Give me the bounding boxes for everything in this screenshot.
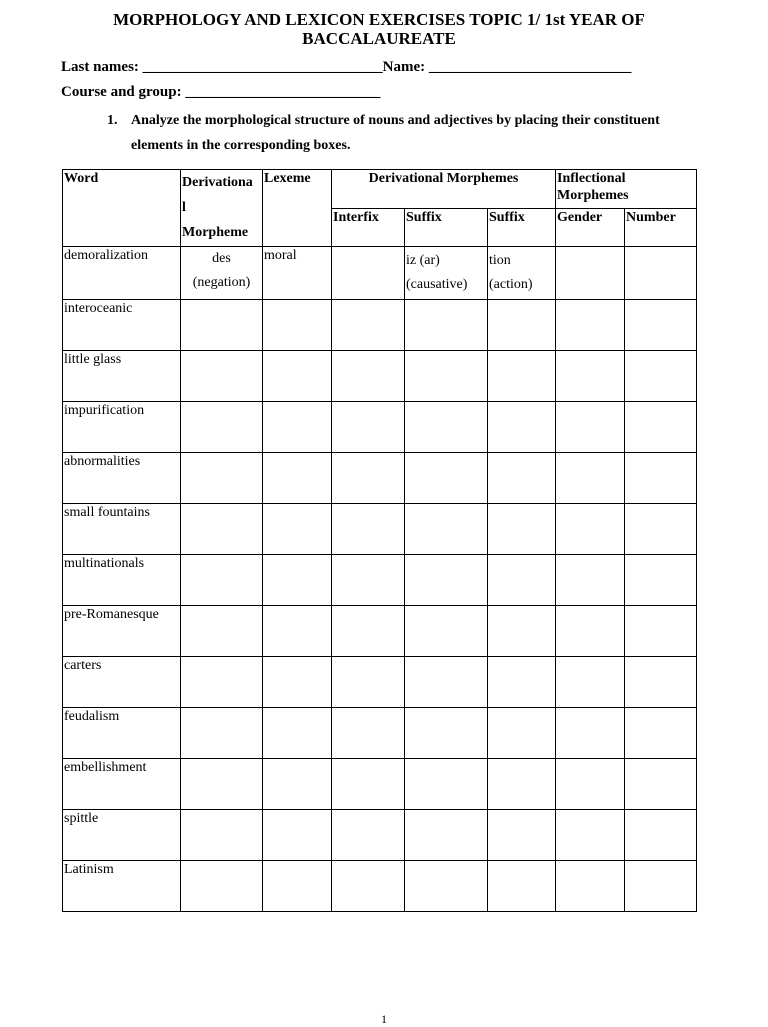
word-cell: little glass [63,351,181,402]
gender-answer-cell[interactable] [556,708,625,759]
gender-answer-cell[interactable] [556,810,625,861]
header-gender: Gender [556,209,625,247]
table-row [63,759,697,810]
lexeme-answer-cell[interactable] [263,810,332,861]
interfix-answer-cell[interactable] [332,810,405,861]
suffix-1-answer-cell[interactable] [405,708,488,759]
word-cell: abnormalities [63,453,181,504]
example-suffix-1-cell [405,247,488,300]
derivational-morpheme-answer-cell[interactable] [181,300,263,351]
instruction [107,108,667,158]
example-lexeme: moral [263,247,332,300]
number-answer-cell[interactable] [625,861,697,912]
suffix-1-answer-cell[interactable] [405,759,488,810]
example-number[interactable] [625,247,697,300]
derivational-morpheme-answer-cell[interactable] [181,351,263,402]
header-derivational-morpheme-c: Morpheme [182,225,249,240]
lexeme-answer-cell[interactable] [263,504,332,555]
example-gender[interactable] [556,247,625,300]
last-names-field[interactable]: Last names: ________________________________ [61,59,383,75]
example-row [63,247,697,300]
suffix-2-answer-cell[interactable] [488,708,556,759]
number-answer-cell[interactable] [625,351,697,402]
suffix-2-answer-cell[interactable] [488,657,556,708]
suffix-2-answer-cell[interactable] [488,606,556,657]
suffix-2-answer-cell[interactable] [488,555,556,606]
gender-answer-cell[interactable] [556,759,625,810]
example-suffix-2-cell [488,247,556,300]
suffix-2-answer-cell[interactable] [488,861,556,912]
word-cell: impurification [63,402,181,453]
word-cell: multinationals [63,555,181,606]
gender-answer-cell[interactable] [556,300,625,351]
header-derivational-morpheme-b: l [182,200,186,215]
suffix-1-answer-cell[interactable] [405,606,488,657]
derivational-morpheme-answer-cell[interactable] [181,453,263,504]
suffix-2-answer-cell[interactable] [488,759,556,810]
interfix-answer-cell[interactable] [332,708,405,759]
header-derivational-morphemes: Derivational Morphemes [332,170,556,209]
table-row [63,453,697,504]
number-answer-cell[interactable] [625,708,697,759]
lexeme-answer-cell[interactable] [263,657,332,708]
number-answer-cell[interactable] [625,504,697,555]
interfix-answer-cell[interactable] [332,300,405,351]
derivational-morpheme-answer-cell[interactable] [181,504,263,555]
suffix-1-answer-cell[interactable] [405,504,488,555]
gender-answer-cell[interactable] [556,861,625,912]
word-cell: interoceanic [63,300,181,351]
example-prefix-cell [181,247,263,300]
suffix-1-answer-cell[interactable] [405,555,488,606]
header-inflectional-morphemes: Inflectional Morphemes [556,170,697,209]
lexeme-answer-cell[interactable] [263,300,332,351]
number-answer-cell[interactable] [625,759,697,810]
title-line-1: MORPHOLOGY AND LEXICON EXERCISES TOPIC 1/ 1st YEAR OF [113,10,645,29]
word-cell: Latinism [63,861,181,912]
table-row [63,861,697,912]
instruction-number: 1. [107,113,118,128]
table-row [63,300,697,351]
interfix-answer-cell[interactable] [332,402,405,453]
lexeme-answer-cell[interactable] [263,351,332,402]
table-row [63,708,697,759]
derivational-morpheme-answer-cell[interactable] [181,402,263,453]
number-answer-cell[interactable] [625,657,697,708]
table-row [63,351,697,402]
table-row [63,810,697,861]
course-group-field[interactable]: Course and group: __________________________ [61,84,381,100]
word-cell: embellishment [63,759,181,810]
table-row [63,606,697,657]
header-suffix-2: Suffix [488,209,556,247]
lexeme-answer-cell[interactable] [263,555,332,606]
suffix-1-answer-cell[interactable] [405,453,488,504]
word-cell: spittle [63,810,181,861]
header-derivational-morpheme [181,170,263,247]
derivational-morpheme-answer-cell[interactable] [181,606,263,657]
interfix-answer-cell[interactable] [332,861,405,912]
number-answer-cell[interactable] [625,810,697,861]
number-answer-cell[interactable] [625,402,697,453]
word-rows [63,300,697,912]
gender-answer-cell[interactable] [556,606,625,657]
word-cell: carters [63,657,181,708]
example-word: demoralization [63,247,181,300]
gender-answer-cell[interactable] [556,555,625,606]
suffix-2-answer-cell[interactable] [488,300,556,351]
name-field[interactable]: Name: ___________________________ [382,59,632,75]
number-answer-cell[interactable] [625,555,697,606]
example-suffix-2-value: tion [489,253,511,268]
derivational-morpheme-answer-cell[interactable] [181,708,263,759]
word-cell: feudalism [63,708,181,759]
word-cell: pre-Romanesque [63,606,181,657]
gender-answer-cell[interactable] [556,504,625,555]
example-interfix[interactable] [332,247,405,300]
gender-answer-cell[interactable] [556,453,625,504]
header-derivational-morpheme-a: Derivationa [182,175,253,190]
suffix-1-answer-cell[interactable] [405,402,488,453]
interfix-answer-cell[interactable] [332,759,405,810]
interfix-answer-cell[interactable] [332,657,405,708]
lexeme-answer-cell[interactable] [263,708,332,759]
title-line-2: BACCALAUREATE [302,29,456,48]
interfix-answer-cell[interactable] [332,606,405,657]
suffix-1-answer-cell[interactable] [405,861,488,912]
page-number: 1 [381,1012,387,1026]
suffix-2-answer-cell[interactable] [488,504,556,555]
suffix-1-answer-cell[interactable] [405,351,488,402]
gender-answer-cell[interactable] [556,402,625,453]
interfix-answer-cell[interactable] [332,453,405,504]
gender-answer-cell[interactable] [556,657,625,708]
header-word: Word [63,170,181,247]
number-answer-cell[interactable] [625,300,697,351]
table-row [63,555,697,606]
header-suffix-1: Suffix [405,209,488,247]
derivational-morpheme-answer-cell[interactable] [181,759,263,810]
derivational-morpheme-answer-cell[interactable] [181,810,263,861]
header-number: Number [625,209,697,247]
interfix-answer-cell[interactable] [332,351,405,402]
derivational-morpheme-answer-cell[interactable] [181,861,263,912]
document-title [60,10,698,48]
suffix-2-answer-cell[interactable] [488,810,556,861]
gender-answer-cell[interactable] [556,351,625,402]
number-answer-cell[interactable] [625,606,697,657]
example-prefix-note: (negation) [192,275,251,290]
suffix-2-answer-cell[interactable] [488,453,556,504]
example-suffix-1-note: (causative) [406,277,468,292]
derivational-morpheme-answer-cell[interactable] [181,555,263,606]
lexeme-answer-cell[interactable] [263,453,332,504]
name-fields-line [61,59,631,76]
morphology-table [62,169,697,912]
lexeme-answer-cell[interactable] [263,606,332,657]
table-row [63,402,697,453]
derivational-morpheme-answer-cell[interactable] [181,657,263,708]
suffix-1-answer-cell[interactable] [405,657,488,708]
lexeme-answer-cell[interactable] [263,402,332,453]
word-cell: small fountains [63,504,181,555]
suffix-1-answer-cell[interactable] [405,300,488,351]
header-lexeme: Lexeme [263,170,332,247]
table-row [63,504,697,555]
lexeme-answer-cell[interactable] [263,861,332,912]
example-prefix-value: des [212,251,231,266]
example-suffix-2-note: (action) [489,277,533,292]
lexeme-answer-cell[interactable] [263,759,332,810]
suffix-2-answer-cell[interactable] [488,402,556,453]
table-row [63,657,697,708]
header-interfix: Interfix [332,209,405,247]
number-answer-cell[interactable] [625,453,697,504]
suffix-2-answer-cell[interactable] [488,351,556,402]
instruction-text: Analyze the morphological structure of nouns and adjectives by placing their constituent elements in the corresponding boxes. [131,113,660,153]
suffix-1-answer-cell[interactable] [405,810,488,861]
example-suffix-1-value: iz (ar) [406,253,440,268]
interfix-answer-cell[interactable] [332,504,405,555]
table-header-row-1 [63,170,697,209]
interfix-answer-cell[interactable] [332,555,405,606]
